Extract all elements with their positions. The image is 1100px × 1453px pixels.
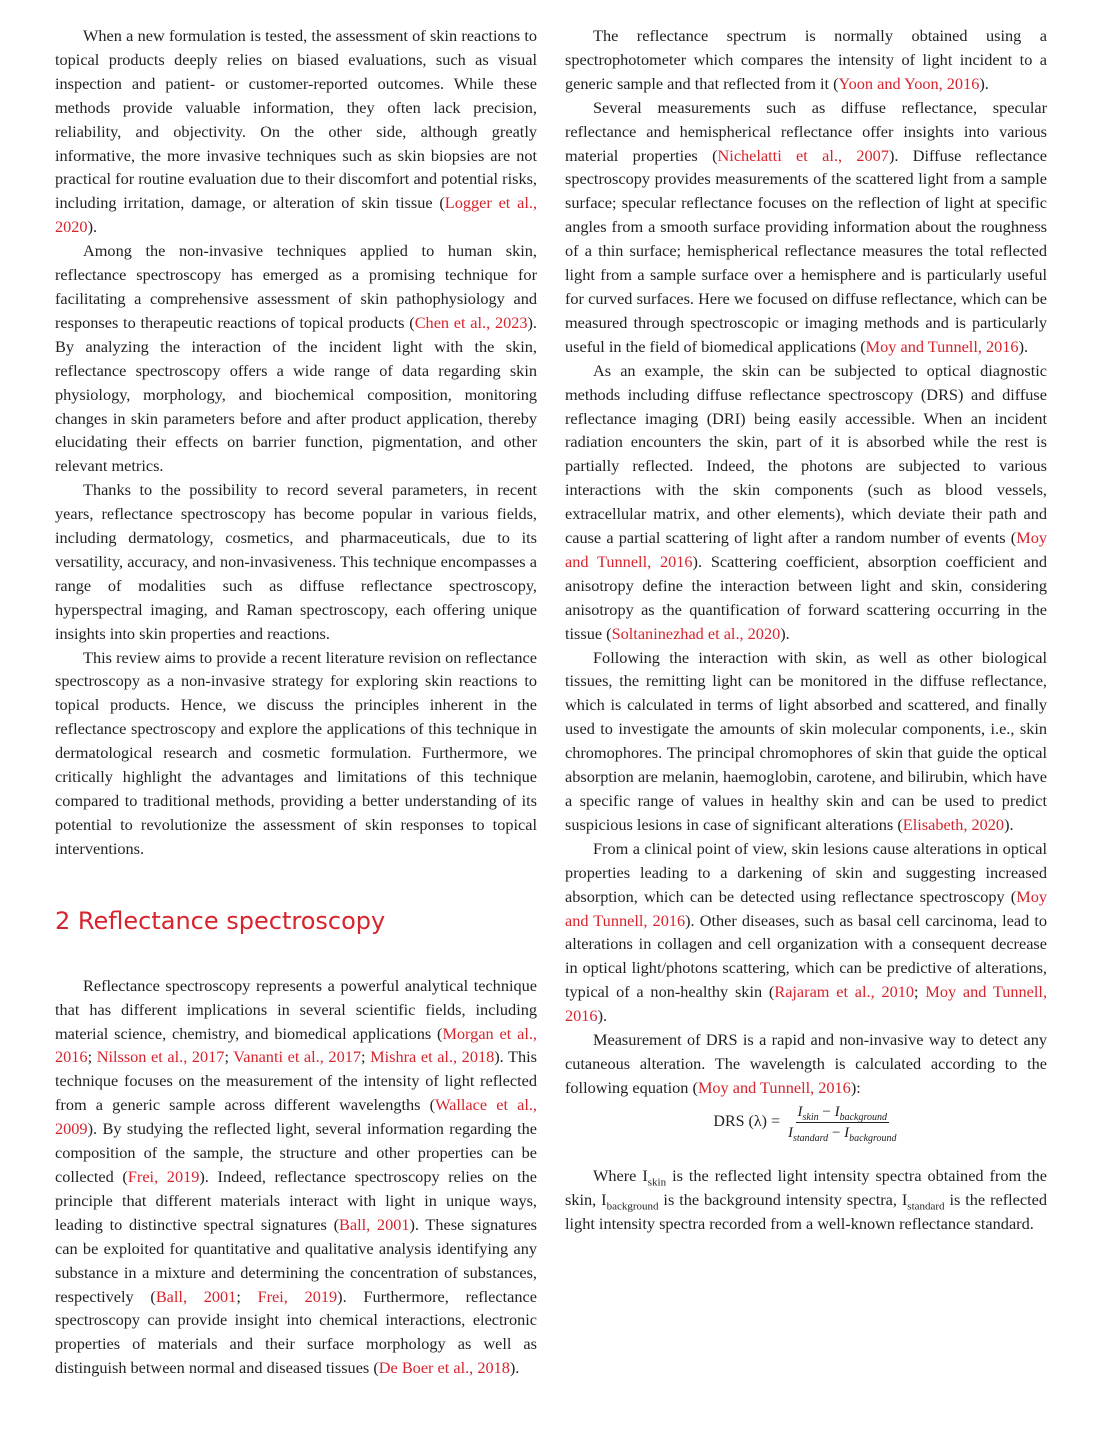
paragraph: Several measurements such as diffuse reflectance, specular reflectance and hemispherical reflectance offer insights into various material properties (Nichelatti et al., 2007). Diffuse reflectance spectroscopy provides measurements of the scattered light from a sample surface; specular reflectance focuses on the reflection of light at specific angles from a smooth surface providing information about the roughness of a thin surface; hemispherical reflectance measures the total reflected light from a sample surface over a hemisphere and is particularly useful for curved surfaces. Here we focused on diffuse reflectance, which can be measured through spectroscopic or imaging methods and is particularly useful in the field of biomedical applications (Moy and Tunnell, 2016). [565, 97, 1048, 356]
citation-link[interactable]: Yoon and Yoon, 2016 [838, 73, 980, 93]
citation-link[interactable]: Wallace et al., 2009 [55, 1095, 537, 1139]
citation-link[interactable]: Ball, 2001 [155, 1286, 237, 1306]
citation-link[interactable]: Ball, 2001 [339, 1214, 410, 1234]
citation-link[interactable]: Elisabeth, 2020 [902, 814, 1005, 834]
citation-link[interactable]: Moy and Tunnell, 2016 [565, 982, 1048, 1026]
text: is the reflected light intensity spectra recorded from a well-known reflectance standard. [565, 1189, 1048, 1233]
eq-operator: − [818, 1103, 835, 1120]
paragraph: As an example, the skin can be subjected to optical diagnostic methods including diffuse reflectance spectroscopy (DRS) and diffuse reflectance imaging (DRI) being easily accessible. When an incident radiation encounters the skin, part of it is absorbed while the rest is partially reflected. Indeed, the photons are subjected to various interactions with the skin components (such as blood vessels, extracellular matrix, and other elements), which deviate their path and cause a partial scattering of light after a random number of events (Moy and Tunnell, 2016). Scattering coefficient, absorption coefficient and anisotropy define the interaction between light and skin, considering anisotropy as the quantification of forward scattering occurring in the tissue (Soltaninezhad et al., 2020). [565, 360, 1047, 643]
paragraph: Thanks to the possibility to record several parameters, in recent years, reflectance spectroscopy has become popular in various fields, including dermatology, cosmetics, and pharmaceuticals, due to its versatility, accuracy, and non-invasiveness. This technique encompasses a range of modalities such as diffuse reflectance spectroscopy, hyperspectral imaging, and Raman spectroscopy, each offering unique insights into skin properties and reactions. [55, 480, 537, 643]
text: Where I [593, 1165, 648, 1185]
citation-link[interactable]: Mishra et al., 2018 [370, 1047, 495, 1067]
eq-operator: − [828, 1124, 845, 1141]
citation-link[interactable]: Frei, 2019 [127, 1166, 200, 1186]
citation-link[interactable]: Chen et al., 2023 [414, 312, 528, 332]
paragraph: Among the non-invasive techniques applied to human skin, reflectance spectroscopy has emerged as a promising technique for facilitating a comprehensive assessment of skin pathophysiology and responses to therapeutic reactions of topical products (Chen et al., 2023). By analyzing the interaction of the incident light with the skin, reflectance spectroscopy offers a wide range of data regarding skin physiology, morphology, and biochemical composition, monitoring changes in skin parameters before and after product application, thereby elucidating their effects on barrier function, pigmentation, and other relevant metrics. [55, 241, 538, 476]
paragraph: When a new formulation is tested, the assessment of skin reactions to topical products deeply relies on biased evaluations, such as visual inspection and patient- or customer-reported outcomes. While these methods provide valuable information, they often lack precision, reliability, and objectivity. On the other side, although greatly informative, the more invasive techniques such as skin biopsies are not practical for routine evaluation due to their discomfort and potential risks, including irritation, damage, or alteration of skin tissue (Logger et al., 2020). [55, 26, 538, 237]
citation-link[interactable]: Frei, 2019 [257, 1286, 338, 1306]
eq-subscript: skin [802, 1111, 819, 1123]
section-paragraphs [55, 974, 537, 1380]
eq-subscript: background [849, 1132, 897, 1144]
equation-denominator [786, 1123, 899, 1142]
intro-paragraphs [55, 24, 537, 861]
subscript: standard [907, 1199, 945, 1212]
subscript: skin [647, 1176, 667, 1189]
citation-link[interactable]: Rajaram et al., 2010 [774, 982, 915, 1002]
section-heading: 2 Reflectance spectroscopy [55, 906, 386, 935]
eq-symbol: I [787, 1124, 793, 1141]
equation-explanation [565, 1164, 1047, 1236]
equation-fraction [786, 1103, 899, 1142]
citation-link[interactable]: Soltaninezhad et al., 2020 [611, 623, 781, 643]
citation-link[interactable]: Nilsson et al., 2017 [96, 1047, 225, 1067]
drs-equation [565, 1103, 1047, 1142]
left-column [55, 24, 537, 1380]
citation-link[interactable]: Logger et al., 2020 [55, 193, 538, 237]
eq-subscript: standard [792, 1132, 829, 1144]
text: is the reflected light intensity spectra obtained from the skin, I [565, 1165, 1048, 1209]
paragraph: From a clinical point of view, skin lesions cause alterations in optical properties leading to a darkening of skin and suggesting increased absorption, which can be detected using reflectance spectroscopy (Moy and Tunnell, 2016). Other diseases, such as basal cell carcinoma, lead to alterations in collagen and cell organization with a consequent decrease in optical light/photons scattering, which can be predictive of alterations, typical of a non-healthy skin (Rajaram et al., 2010; Moy and Tunnell, 2016). [565, 838, 1048, 1026]
eq-symbol: I [844, 1124, 850, 1141]
paragraph: Measurement of DRS is a rapid and non-invasive way to detect any cutaneous alteration. The wavelength is calculated according to the following equation (Moy and Tunnell, 2016): [565, 1030, 1047, 1097]
text: is the background intensity spectra, I [658, 1189, 908, 1209]
eq-symbol: I [797, 1103, 803, 1120]
paragraph: This review aims to provide a recent literature revision on reflectance spectroscopy as a non-invasive strategy for exploring skin reactions to topical products. Hence, we discuss the principles inherent in the reflectance spectroscopy and explore the applications of this technique in dermatological research and cosmetic formulation. Furthermore, we critically highlight the advantages and limitations of this technique compared to traditional methods, providing a better understanding of its potential to revolutionize the assessment of skin responses to topical interventions. [55, 647, 537, 858]
citation-link[interactable]: Moy and Tunnell, 2016 [865, 336, 1019, 356]
paragraph: The reflectance spectrum is normally obtained using a spectrophotometer which compares the intensity of light incident to a generic sample and that reflected from it (Yoon and Yoon, 2016). [565, 26, 1047, 93]
citation-link[interactable]: Moy and Tunnell, 2016 [697, 1077, 851, 1097]
citation-link[interactable]: Vananti et al., 2017 [233, 1047, 361, 1067]
citation-link[interactable]: Moy and Tunnell, 2016 [565, 886, 1047, 930]
eq-symbol: I [834, 1103, 840, 1120]
citation-link[interactable]: Nichelatti et al., 2007 [717, 145, 889, 165]
right-column [565, 24, 1047, 1236]
citation-link[interactable]: Morgan et al., 2016 [55, 1023, 537, 1067]
right-paragraphs [565, 24, 1047, 1100]
subscript: background [606, 1199, 659, 1212]
equation-lhs: DRS (λ) = [713, 1113, 780, 1131]
equation-numerator [796, 1103, 889, 1123]
citation-link[interactable]: Moy and Tunnell, 2016 [565, 528, 1047, 571]
paragraph: Reflectance spectroscopy represents a powerful analytical technique that has different implications in several scientific fields, including material science, chemistry, and biomedical applications (Morgan et al., 2016; Nilsson et al., 2017; Vananti et al., 2017; Mishra et al., 2018). This technique focuses on the measurement of the intensity of light reflected from a generic sample across different wavelengths (Wallace et al., 2009). By studying the reflected light, several information regarding the composition of the sample, the structure and other properties can be collected (Frei, 2019). Indeed, reflectance spectroscopy relies on the principle that different materials interact with light in unique ways, leading to distinctive spectral signatures (Ball, 2001). These signatures can be exploited for quantitative and qualitative analysis identifying any substance in a mixture and determining the concentration of substances, respectively (Ball, 2001; Frei, 2019). Furthermore, reflectance spectroscopy can provide insight into chemical interactions, electronic properties of materials and their surface morphology as well as distinguish between normal and diseased tissues (De Boer et al., 2018). [55, 975, 538, 1378]
eq-subscript: background [839, 1111, 888, 1123]
citation-link[interactable]: De Boer et al., 2018 [378, 1358, 510, 1378]
paragraph: Following the interaction with skin, as well as other biological tissues, the remitting light can be monitored in the diffuse reflectance, which is calculated in terms of light absorbed and scattered, and finally used to investigate the amounts of skin molecular components, i.e., skin chromophores. The principal chromophores of skin that guide the optical absorption are melanin, haemoglobin, carotene, and bilirubin, which have a specific range of values in healthy skin and can be used to predict suspicious lesions in case of significant alterations (Elisabeth, 2020). [565, 647, 1047, 834]
